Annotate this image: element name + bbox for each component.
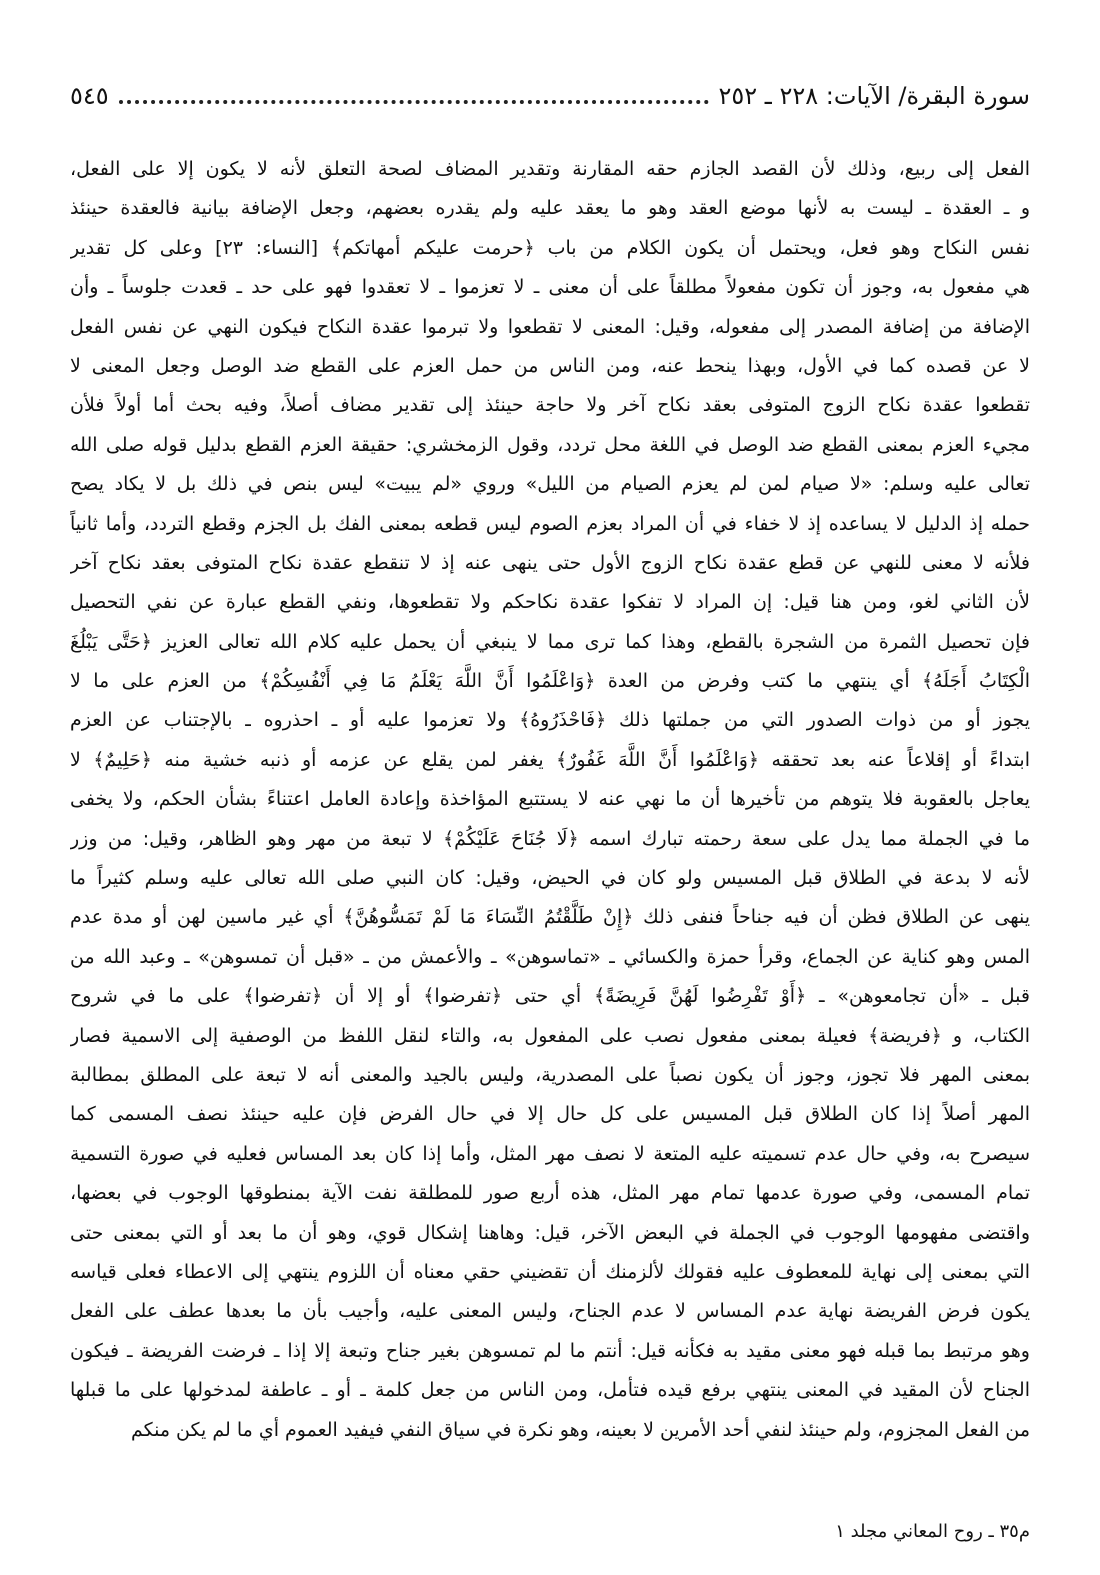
text-line: ما في الجملة مما يدل على سعة رحمته تبارك اسمه ﴿لَا جُنَاحَ عَلَيْكُمْ﴾ لا تبعة من مهر وهو الظاهر، وقيل: من وزر: [70, 827, 1030, 850]
text-line: بمعنى المهر فلا تجوز، وجوز أن يكون نصباً على المصدرية، وليس بالجيد والمعنى أنه لا تبعة على المطلق بمطالبة: [70, 1063, 1030, 1086]
text-line: الْكِتَابُ أَجَلَهُ﴾ أي ينتهي ما كتب وفرض من العدة ﴿وَاعْلَمُوا أَنَّ اللَّهَ يَعْلَمُ مَا فِي أَنْفُسِكُمْ﴾ من العزم على ما لا: [70, 670, 1030, 693]
text-line: الكتاب، و ﴿فريضة﴾ فعيلة بمعنى مفعول نصب على المفعول به، والتاء لنقل اللفظ من الوصفية إلى الاسمية فصار: [70, 1024, 1030, 1047]
text-line: يجوز أو من ذوات الصدور التي من جملتها ذلك ﴿فَاحْذَرُوهُ﴾ ولا تعزموا عليه أو ـ احذروه ـ بالإجتناب عن العزم: [70, 709, 1030, 732]
text-line: سيصرح به، وفي حال عدم تسميته عليه المتعة لا نصف مهر المثل، وأما إذا كان بعد المساس فعليه في صورة التسمية: [70, 1142, 1030, 1165]
body-text: [70, 150, 1030, 1450]
text-line: تمام المسمى، وفي صورة عدمها تمام مهر المثل، هذه أربع صور للمطلقة نفت الآية بمنطوقها الوجوب في بعضها،: [70, 1182, 1030, 1205]
text-line: التي بمعنى إلى نهاية للمعطوف عليه فقولك لألزمنك أن تقضيني حقي معناه أن اللزوم ينتهي إلى الاعطاء فعلى قياسه: [70, 1260, 1030, 1283]
text-line: لأنه لا بدعة في الطلاق قبل المسيس ولو كان في الحيض، وقيل: كان النبي صلى الله تعالى عليه وسلم كثيراً ما: [70, 867, 1030, 890]
text-line: و ـ العقدة ـ ليست به لأنها موضع العقد وهو ما يعقد عليه ولم يقدره بعضهم، وجعل الإضافة بيانية فالعقدة حينئذ: [70, 197, 1030, 220]
text-line: ابتداءً أو إقلاعاً عنه بعد تحققه ﴿وَاعْلَمُوا أَنَّ اللَّهَ غَفُورٌ﴾ يغفر لمن يقلع عن عزمه أو ذنبه خشية منه ﴿حَلِيمٌ﴾ لا: [70, 748, 1030, 771]
text-line: واقتضى مفهومها الوجوب في الجملة في البعض الآخر، قيل: وهاهنا إشكال قوي، وهو أن ما بعد أو التي بمعنى حتى: [70, 1221, 1030, 1244]
page-number: ٥٤٥: [70, 82, 109, 110]
text-line: الجناح لأن المقيد في المعنى ينتهي برفع قيده فتأمل، ومن الناس من جعل كلمة ـ أو ـ عاطفة لمدخولها على ما قبلها: [70, 1379, 1030, 1402]
text-line: فإن تحصيل الثمرة من الشجرة بالقطع، وهذا كما ترى مما لا ينبغي أن يحمل عليه كلام الله تعالى العزيز ﴿حَتَّى يَبْلُغَ: [70, 630, 1030, 653]
text-line: لأن الثاني لغو، ومن هنا قيل: إن المراد لا تفكوا عقدة نكاحكم ولا تقطعوها، ونفي القطع عبارة عن نفي التحصيل: [70, 591, 1030, 614]
text-line: من الفعل المجزوم، ولم حينئذ لنفي أحد الأمرين لا بعينه، وهو نكرة في سياق النفي فيفيد العموم أي ما لم يكن منكم: [130, 1418, 1030, 1441]
text-line: مجيء العزم بمعنى القطع ضد الوصل في اللغة محل تردد، وقول الزمخشري: حقيقة العزم القطع بدليل قوله صلى الله: [70, 433, 1030, 456]
text-line: يكون فرض الفريضة نهاية عدم المساس لا عدم الجناح، وليس المعنى عليه، وأجيب بأن ما بعدها عطف على الفعل: [70, 1300, 1030, 1323]
text-line: لا عن قصده كما في الأول، وبهذا ينحط عنه، ومن الناس من حمل العزم على القطع ضد الوصل وجعل المعنى لا: [70, 354, 1030, 377]
text-line: وهو مرتبط بما قبله فهو معنى مقيد به فكأنه قيل: أنتم ما لم تمسوهن بغير جناح وتبعة إلا إذا ـ فرضت الفريضة ـ فيكون: [70, 1339, 1030, 1362]
header-title: سورة البقرة/ الآيات: ٢٢٨ ـ ٢٥٢: [718, 82, 1030, 110]
text-line: المهر أصلاً إذا كان الطلاق قبل المسيس على كل حال إلا في حال الفرض فإن عليه حينئذ نصف المسمى كما: [70, 1103, 1030, 1126]
text-line: المس وهو كناية عن الجماع، وقرأ حمزة والكسائي ـ «تماسوهن» ـ والأعمش من ـ «قبل أن تمسوهن» ـ وعبد الله من: [70, 945, 1030, 968]
text-line: يعاجل بالعقوبة فلا يتوهم من تأخيرها أن ما نهي عنه لا يستتبع المؤاخذة وإعادة العامل اعتناءً بشأن الحكم، ولا يخفى: [70, 788, 1030, 811]
text-line: حمله إذ الدليل لا يساعده إذ لا خفاء في أن المراد بعزم الصوم ليس قطعه بمعنى الفك بل الجزم وقطع التردد، وأما ثانياً: [70, 512, 1030, 535]
header-dot-leader: [119, 100, 709, 104]
text-line: قبل ـ «أن تجامعوهن» ـ ﴿أَوْ تَفْرِضُوا لَهُنَّ فَرِيضَةً﴾ أي حتى ﴿تفرضوا﴾ أو إلا أن ﴿تفرضوا﴾ على ما في شروح: [70, 985, 1030, 1008]
text-line: هي مفعول به، وجوز أن تكون مفعولاً مطلقاً على أن معنى ـ لا تعزموا ـ لا تعقدوا فهو على حد ـ قعدت جلوساً ـ وأن: [70, 276, 1030, 299]
text-line: نفس النكاح وهو فعل، ويحتمل أن يكون الكلام من باب ﴿حرمت عليكم أمهاتكم﴾ [النساء: ٢٣] وعلى كل تقدير: [70, 236, 1030, 259]
text-line: تقطعوا عقدة نكاح الزوج المتوفى بعقد نكاح آخر ولا حاجة حينئذ إلى تقدير مضاف أصلاً، وفيه بحث أما أولاً فلأن: [70, 394, 1030, 417]
page: [70, 70, 1030, 1545]
footer-signature: م٣٥ ـ روح المعاني مجلد ١: [835, 1521, 1030, 1542]
running-header: [70, 80, 1030, 112]
text-line: الإضافة من إضافة المصدر إلى مفعوله، وقيل: المعنى لا تقطعوا ولا تبرموا عقدة النكاح فيكون النهي عن نفس الفعل: [70, 315, 1030, 338]
text-line: ينهى عن الطلاق فظن أن فيه جناحاً فنفى ذلك ﴿إِنْ طَلَّقْتُمُ النِّسَاءَ مَا لَمْ تَمَسُّوهُنَّ﴾ أي غير ماسين لهن أو مدة عدم: [70, 906, 1030, 929]
text-line: فلأنه لا معنى للنهي عن قطع عقدة نكاح الزوج الأول حتى ينهى عنه إذ لا تنقطع عقدة نكاح المتوفى بعقد نكاح آخر: [70, 551, 1030, 574]
text-line: الفعل إلى ربيع، وذلك لأن القصد الجازم حقه المقارنة وتقدير المضاف لصحة التعلق لأنه لا يكون إلا على الفعل،: [70, 158, 1030, 180]
text-line: تعالى عليه وسلم: «لا صيام لمن لم يعزم الصيام من الليل» وروي «لم يبيت» ليس بنص في ذلك بل لا يكاد يصح: [70, 473, 1030, 496]
